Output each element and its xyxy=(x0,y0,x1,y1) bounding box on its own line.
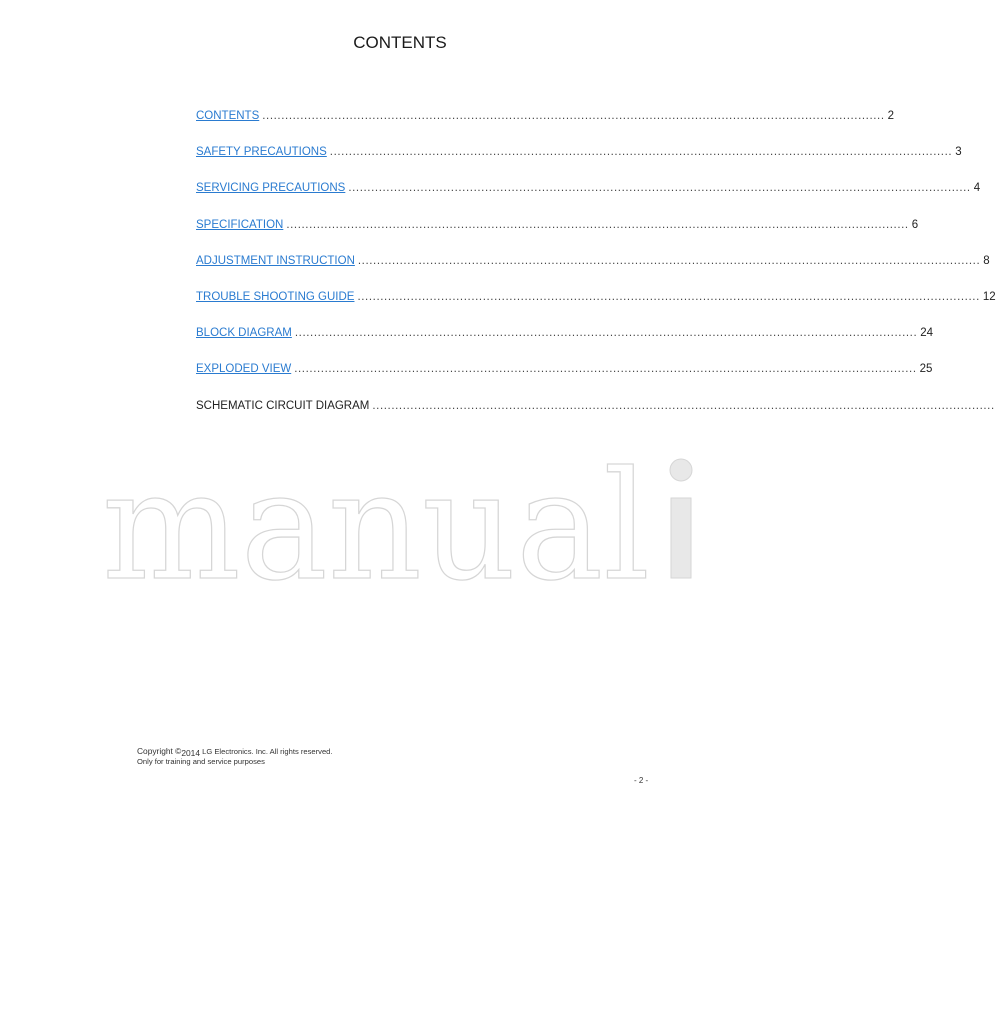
copyright-year: 2014 xyxy=(181,748,200,758)
toc-leader xyxy=(262,110,884,122)
toc-page-number: 24 xyxy=(920,327,934,340)
page-number: - 2 - xyxy=(634,776,649,785)
toc-row-trouble-shooting-guide xyxy=(196,290,996,327)
toc-row-block-diagram xyxy=(196,327,934,363)
toc-row-servicing-precautions xyxy=(196,182,981,218)
watermark-i-stem xyxy=(671,498,691,578)
toc-link-safety-precautions[interactable]: SAFETY PRECAUTIONS xyxy=(196,146,327,159)
toc-row-adjustment-instruction xyxy=(196,254,990,291)
watermark-text: manual xyxy=(102,440,650,614)
toc-page-number: 3 xyxy=(955,146,962,159)
toc-row-exploded-view xyxy=(196,363,933,399)
toc-link-block-diagram[interactable]: BLOCK DIAGRAM xyxy=(196,327,292,340)
toc-page-number: 25 xyxy=(919,363,933,376)
toc-leader xyxy=(294,363,916,375)
toc-row-specification xyxy=(196,218,919,255)
copyright-rest: LG Electronics. Inc. All rights reserved. xyxy=(202,747,333,756)
training-note: Only for training and service purposes xyxy=(137,757,265,766)
toc-row-contents xyxy=(196,110,895,146)
watermark-i-dot xyxy=(670,459,692,481)
toc-row-schematic-circuit-diagram xyxy=(196,400,588,436)
toc-leader xyxy=(286,219,908,231)
toc-row-safety-precautions xyxy=(196,146,962,182)
toc-page-number: 6 xyxy=(911,218,919,231)
footer xyxy=(137,746,333,767)
toc-link-contents[interactable]: CONTENTS xyxy=(196,110,260,122)
toc-page-number: 12 xyxy=(982,290,996,303)
page-title: CONTENTS xyxy=(353,33,447,52)
toc-leader xyxy=(358,255,980,267)
toc-entry-schematic-circuit-diagram: SCHEMATIC CIRCUIT DIAGRAM xyxy=(196,399,370,412)
toc-leader xyxy=(372,400,994,412)
toc-page-number: 4 xyxy=(973,182,981,195)
toc-page-number: 8 xyxy=(983,254,990,267)
toc-link-adjustment-instruction[interactable]: ADJUSTMENT INSTRUCTION xyxy=(196,254,355,267)
toc-page-number: 2 xyxy=(887,110,895,122)
copyright-line xyxy=(137,746,333,757)
watermark-accent-letter: i xyxy=(0,327,4,344)
table-of-contents xyxy=(196,110,996,436)
toc-link-specification[interactable]: SPECIFICATION xyxy=(196,218,284,231)
toc-leader xyxy=(295,327,917,339)
toc-leader xyxy=(357,291,979,303)
toc-link-trouble-shooting-guide[interactable]: TROUBLE SHOOTING GUIDE xyxy=(196,290,355,303)
toc-link-servicing-precautions[interactable]: SERVICING PRECAUTIONS xyxy=(196,182,346,195)
toc-link-exploded-view[interactable]: EXPLODED VIEW xyxy=(196,363,292,376)
copyright-prefix: Copyright © xyxy=(137,746,182,756)
toc-leader xyxy=(330,146,952,158)
toc-leader xyxy=(348,182,970,194)
